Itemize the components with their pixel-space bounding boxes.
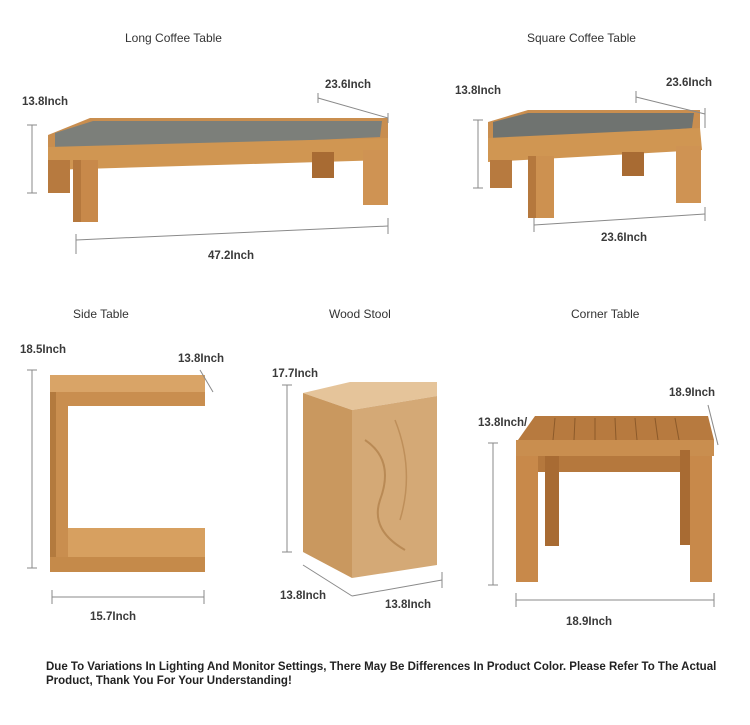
- wood-stool-title: Wood Stool: [329, 307, 391, 321]
- square-coffee-table-image: [488, 110, 702, 218]
- long-coffee-table-image: [48, 118, 388, 222]
- long-coffee-table-depth: 23.6Inch: [325, 79, 372, 91]
- long-coffee-table-title: Long Coffee Table: [125, 31, 222, 45]
- long-coffee-table-length: 47.2Inch: [208, 250, 255, 262]
- square-coffee-table-width: 23.6Inch: [601, 232, 648, 244]
- color-disclaimer: Due To Variations In Lighting And Monitor Settings, There May Be Differences In Product Color. Please Refer To The Actual Product, Thank You For Your Understanding!: [46, 661, 717, 687]
- corner-table-width: 18.9Inch: [566, 616, 613, 628]
- wood-stool-image: [303, 382, 437, 578]
- wood-stool-height: 17.7Inch: [272, 368, 319, 380]
- corner-table-height: 13.8Inch/: [478, 417, 528, 429]
- corner-table-image: [516, 416, 714, 582]
- corner-table-depth: 18.9Inch: [669, 387, 716, 399]
- corner-table-title: Corner Table: [571, 307, 640, 321]
- square-coffee-table-height: 13.8Inch: [455, 85, 502, 97]
- side-table-height: 18.5Inch: [20, 344, 67, 356]
- wood-stool-width: 13.8Inch: [385, 599, 432, 611]
- side-table-width: 15.7Inch: [90, 611, 137, 623]
- long-coffee-table-height: 13.8Inch: [22, 96, 69, 108]
- square-coffee-table-depth: 23.6Inch: [666, 77, 713, 89]
- side-table-image: [50, 375, 205, 572]
- side-table-title: Side Table: [73, 307, 129, 321]
- wood-stool-depth: 13.8Inch: [280, 590, 327, 602]
- side-table-depth: 13.8Inch: [178, 353, 225, 365]
- square-coffee-table-title: Square Coffee Table: [527, 31, 636, 45]
